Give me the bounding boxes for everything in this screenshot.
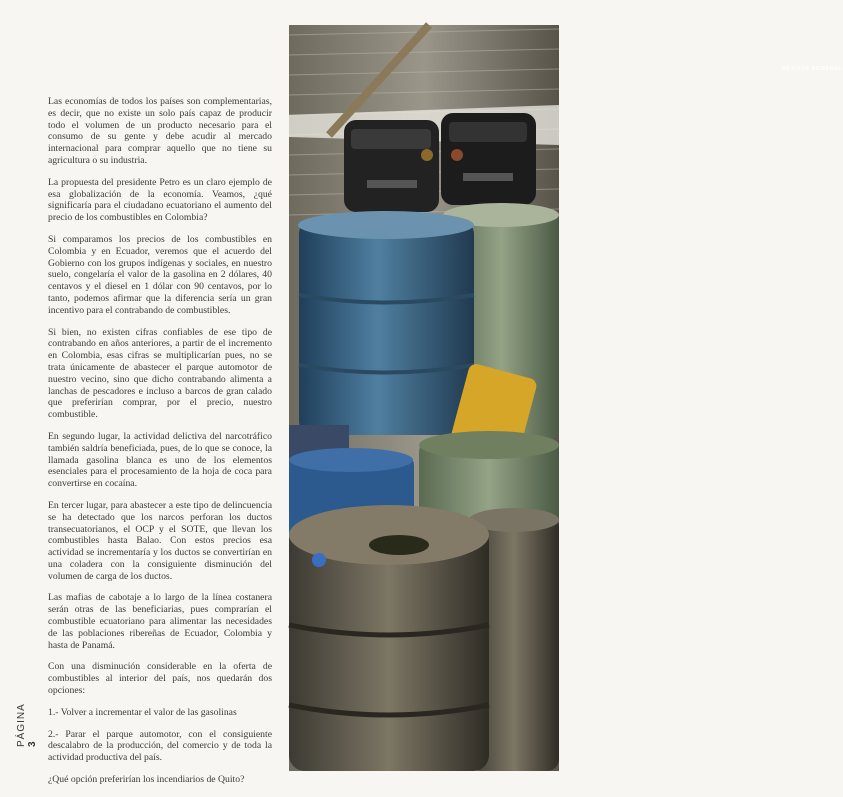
paragraph: En tercer lugar, para abastecer a este tipo de delincuencia se ha detectado que los narcos perforan los ductos transecuatorianos, el OCP y el SOTE, que llevan los combustibles hasta Balao. Con estos precios esa actividad se incrementaría y los ductos se convertirían en una coladera con la consiguiente disminución del volumen de carga de los ductos. bbox=[48, 499, 272, 582]
paragraph: 2.- Parar el parque automotor, con el consiguiente descalabro de la producción, del comercio y de toda la actividad productiva del país. bbox=[48, 728, 272, 764]
magazine-name: REVISTA SEMANAL bbox=[782, 66, 843, 72]
article-body bbox=[48, 96, 272, 796]
page-label-prefix: PÁGINA bbox=[16, 703, 27, 747]
paragraph: Si comparamos los precios de los combustibles en Colombia y en Ecuador, veremos que el acuerdo del Gobierno con los grupos indígenas y sociales, en nuestro suelo, congelaría el valor de la gasolina en 2 dólares, 40 centavos y el diesel en 1 dólar con 90 centavos, por lo tanto, podemos afirmar que la diferencia sería un gran incentivo para el contrabando de combustibles. bbox=[48, 233, 272, 316]
paragraph: Las mafias de cabotaje a lo largo de la línea costanera serán otras de las beneficiarias, pues comprarían el combustible ecuatoriano para alimentar las necesidades de las poblaciones ribereñas de Ecuador, Colombia y hasta de Panamá. bbox=[48, 592, 272, 651]
photo-fuel-barrels bbox=[289, 25, 843, 771]
paragraph: 1.- Volver a incrementar el valor de las gasolinas bbox=[48, 706, 237, 718]
paragraph: La propuesta del presidente Petro es un claro ejemplo de esa globalización de la economía. Veamos, ¿qué significaría para el ciudadano ecuatoriano el aumento del precio de los combustibles en Colombia? bbox=[48, 176, 272, 224]
paragraph: En segundo lugar, la actividad delictiva del narcotráfico también saldría beneficiada, pues, de lo que se conoce, la llamada gasolina blanca es uno de los elementos esenciales para el procesamiento de la hoja de coca para convertirse en cocaína. bbox=[48, 430, 272, 490]
paragraph: Las economías de todos los países son complementarias, es decir, que no existe un solo país capaz de producir todo el volumen de un producto necesario para el consumo de su gente y debe acudir al mercado internacional para comprar aquello que no tiene su agricultura o su industria. bbox=[48, 96, 272, 166]
page-number bbox=[16, 703, 38, 747]
page-label-number: 3 bbox=[27, 740, 38, 747]
barrels-illustration bbox=[289, 25, 559, 771]
paragraph: ¿Qué opción preferirían los incendiarios de Quito? bbox=[48, 774, 245, 786]
paragraph: Con una disminución considerable en la oferta de combustibles al interior del país, nos quedarán dos opciones: bbox=[48, 661, 272, 697]
paragraph: Si bien, no existen cifras confiables de ese tipo de contrabando en años anteriores, a partir de el incremento en Colombia, esas cifras se multiplicarían pues, no se trata únicamente de abastecer el parque automotor de nuestro vecino, sino que dicho contrabando alimenta a lanchas de pescadores e incluso a barcos de gran calado que preferirían comprar, por el precio, nuestro combustible. bbox=[48, 326, 272, 421]
